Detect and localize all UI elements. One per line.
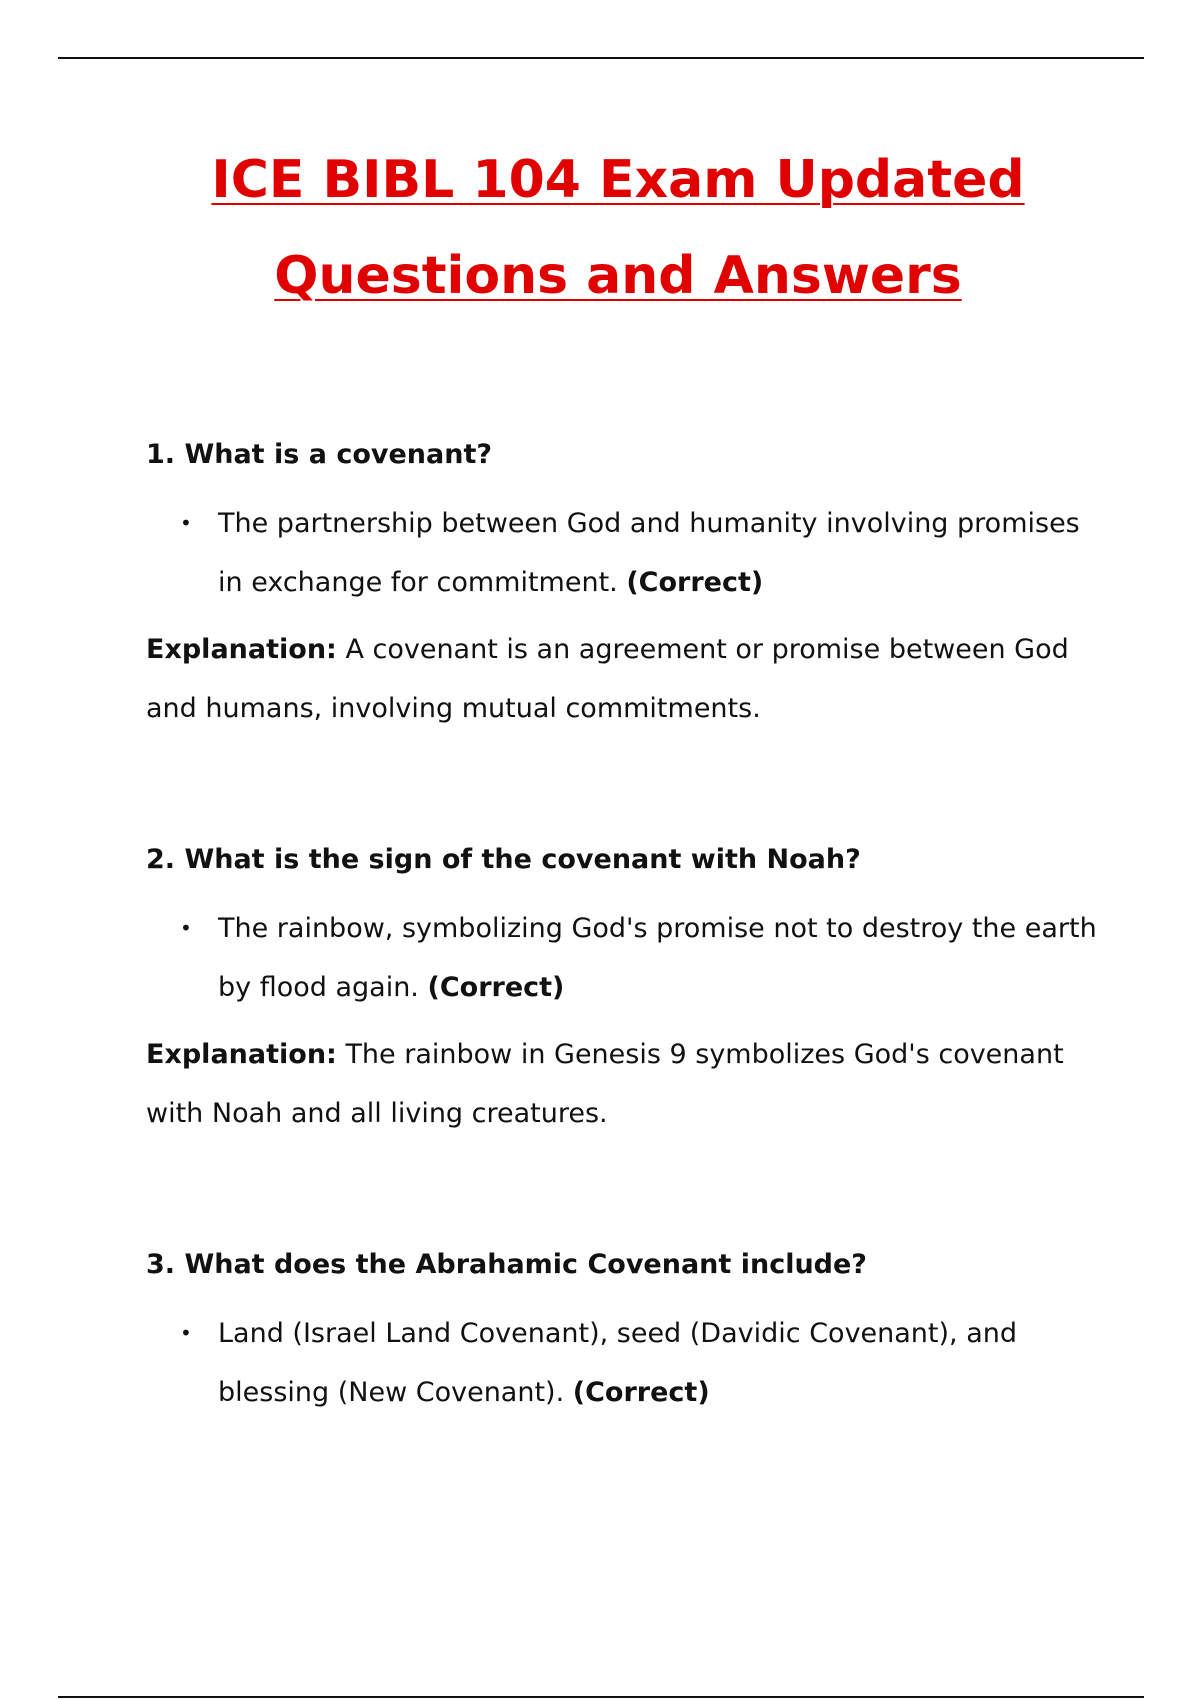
question-block-1: [146, 435, 1106, 738]
correct-tag: (Correct): [427, 972, 565, 1003]
top-divider: [58, 57, 1144, 59]
answer-option: [146, 1304, 1106, 1422]
explanation-text: A covenant is an agreement or promise between God and humans, involving mutual commitments.: [146, 634, 1069, 724]
answer-text: Land (Israel Land Covenant), seed (Davidic Covenant), and blessing (New Covenant).: [218, 1318, 1018, 1408]
title-line-2: Questions and Answers: [274, 246, 962, 306]
question-block-2: [146, 840, 1106, 1143]
explanation: [146, 620, 1106, 738]
bullet-icon: •: [180, 1321, 192, 1345]
answer-text: The rainbow, symbolizing God's promise not to destroy the earth by flood again.: [218, 913, 1097, 1003]
question-text: 2. What is the sign of the covenant with Noah?: [146, 844, 861, 875]
correct-tag: (Correct): [626, 567, 764, 598]
answer-option: [146, 494, 1106, 612]
question-text: 1. What is a covenant?: [146, 439, 493, 470]
question-block-3: [146, 1245, 1106, 1422]
answer-text: The partnership between God and humanity involving promises in exchange for commitment.: [218, 508, 1080, 598]
answer-option: [146, 899, 1106, 1017]
bullet-icon: •: [180, 511, 192, 535]
title-line-1: ICE BIBL 104 Exam Updated: [211, 150, 1025, 210]
page-title: [0, 132, 1200, 324]
explanation-label: Explanation:: [146, 1039, 337, 1070]
explanation-text: The rainbow in Genesis 9 symbolizes God's covenant with Noah and all living creatures.: [146, 1039, 1064, 1129]
explanation: [146, 1025, 1106, 1143]
bottom-divider: [58, 1696, 1144, 1698]
correct-tag: (Correct): [572, 1377, 710, 1408]
explanation-label: Explanation:: [146, 634, 337, 665]
bullet-icon: •: [180, 916, 192, 940]
question-text: 3. What does the Abrahamic Covenant include?: [146, 1249, 867, 1280]
